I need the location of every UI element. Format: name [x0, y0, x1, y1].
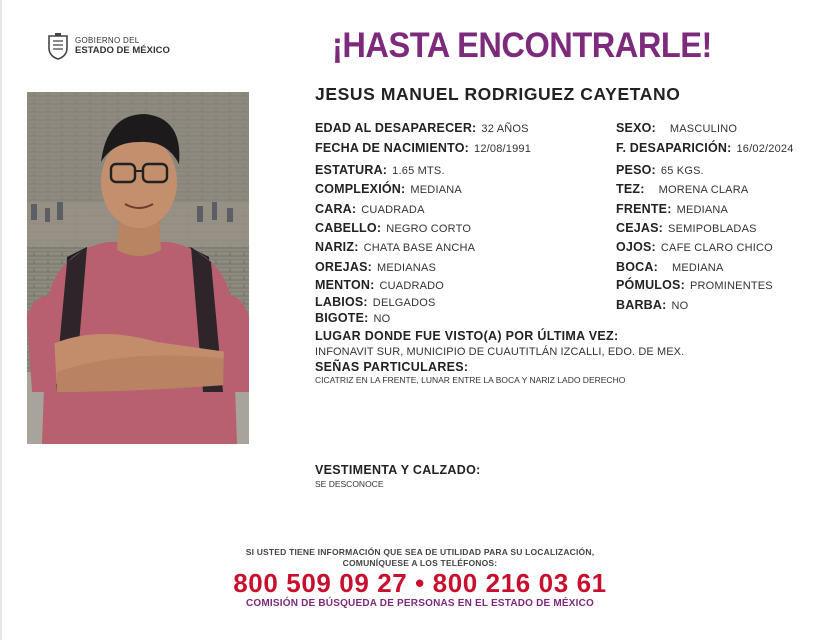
field-value: 65 KGS.: [660, 165, 704, 177]
field-value: 12/08/1991: [474, 143, 532, 155]
field-label: OREJAS:: [315, 260, 372, 274]
field-sex: [616, 121, 737, 136]
government-logo: [46, 32, 170, 60]
field-label: PÓMULOS:: [616, 278, 685, 292]
field-age: [315, 121, 529, 136]
logo-text-line1: GOBIERNO DEL: [75, 35, 140, 45]
last-seen-label: LUGAR DONDE FUE VISTO(A) POR ÚLTIMA VEZ:: [315, 329, 619, 343]
logo-text-line2: ESTADO DE MÉXICO: [75, 44, 170, 56]
person-photo: [27, 92, 249, 444]
field-height: [315, 163, 445, 178]
field-label: EDAD AL DESAPARECER:: [315, 121, 477, 135]
field-label: CARA:: [315, 202, 357, 216]
field-beard: [616, 298, 688, 313]
field-value: CUADRADA: [361, 204, 425, 216]
footer-note-line1: SI USTED TIENE INFORMACIÓN QUE SEA DE UTILIDAD PARA SU LOCALIZACIÓN,: [245, 547, 595, 557]
last-seen-value: INFONAVIT SUR, MUNICIPIO DE CUAUTITLÁN IZCALLI, EDO. DE MEX.: [315, 346, 685, 358]
field-complexion: [616, 182, 748, 197]
field-value: MEDIANAS: [376, 262, 437, 274]
field-label: NARIZ:: [315, 240, 359, 254]
poster-title: ¡HASTA ENCONTRARLE!: [332, 26, 712, 65]
clothing-label: VESTIMENTA Y CALZADO:: [315, 463, 481, 477]
field-value: CUADRADO: [379, 280, 445, 292]
clothing-value: SE DESCONOCE: [315, 479, 384, 489]
field-value: 16/02/2024: [736, 143, 794, 155]
field-hair: [315, 221, 471, 236]
particular-signs-label: SEÑAS PARTICULARES:: [315, 360, 469, 374]
field-value: PROMINENTES: [689, 280, 773, 292]
field-weight: [616, 163, 704, 178]
field-mustache: [315, 311, 390, 326]
field-label: FRENTE:: [616, 202, 672, 216]
field-value: MEDIANA: [671, 262, 724, 274]
field-value: MEDIANA: [410, 184, 462, 196]
field-nose: [315, 240, 475, 255]
field-value: NEGRO CORTO: [386, 223, 472, 235]
field-label: F. DESAPARICIÓN:: [616, 141, 732, 155]
footer-note-line2: COMUNÍQUESE A LOS TELÉFONOS:: [342, 558, 498, 568]
field-value: MORENA CLARA: [658, 184, 749, 196]
field-face: [315, 202, 425, 217]
field-label: FECHA DE NACIMIENTO:: [315, 141, 469, 155]
field-label: COMPLEXIÓN:: [315, 182, 406, 196]
field-value: MEDIANA: [676, 204, 729, 216]
coat-of-arms-icon: [46, 32, 70, 60]
field-value: NO: [373, 313, 391, 325]
particular-signs-value: CICATRIZ EN LA FRENTE, LUNAR ENTRE LA BOCA Y NARIZ LADO DERECHO: [315, 375, 626, 385]
field-label: CEJAS:: [616, 221, 664, 235]
field-chin: [315, 278, 444, 293]
field-value: CAFE CLARO CHICO: [660, 242, 773, 254]
contact-phone-numbers: 800 509 09 27 • 800 216 03 61: [233, 568, 607, 598]
field-label: BARBA:: [616, 298, 667, 312]
field-value: MASCULINO: [669, 123, 738, 135]
field-mouth: [616, 260, 724, 275]
field-label: CABELLO:: [315, 221, 382, 235]
field-cheekbones: [616, 278, 773, 293]
field-value: SEMIPOBLADAS: [668, 223, 757, 235]
field-value: CHATA BASE ANCHA: [363, 242, 476, 254]
field-eyebrows: [616, 221, 757, 236]
field-birthdate: [315, 141, 531, 156]
field-label: OJOS:: [616, 240, 656, 254]
field-label: SEXO:: [616, 121, 656, 135]
field-disappearance-date: [616, 141, 794, 156]
field-build: [315, 182, 462, 197]
field-ears: [315, 260, 436, 275]
field-label: BIGOTE:: [315, 311, 369, 325]
field-lips: [315, 295, 436, 310]
field-label: PESO:: [616, 163, 656, 177]
field-label: TEZ:: [616, 182, 645, 196]
field-label: ESTATURA:: [315, 163, 388, 177]
field-forehead: [616, 202, 728, 217]
field-label: LABIOS:: [315, 295, 368, 309]
field-value: 1.65 MTS.: [392, 165, 445, 177]
field-eyes: [616, 240, 773, 255]
commission-name: COMISIÓN DE BÚSQUEDA DE PERSONAS EN EL ESTADO DE MÉXICO: [245, 598, 595, 609]
field-label: BOCA:: [616, 260, 658, 274]
field-value: NO: [671, 300, 689, 312]
field-label: MENTON:: [315, 278, 375, 292]
person-name: JESUS MANUEL RODRIGUEZ CAYETANO: [315, 84, 681, 104]
field-value: 32 AÑOS: [481, 123, 529, 135]
field-value: DELGADOS: [372, 297, 436, 309]
